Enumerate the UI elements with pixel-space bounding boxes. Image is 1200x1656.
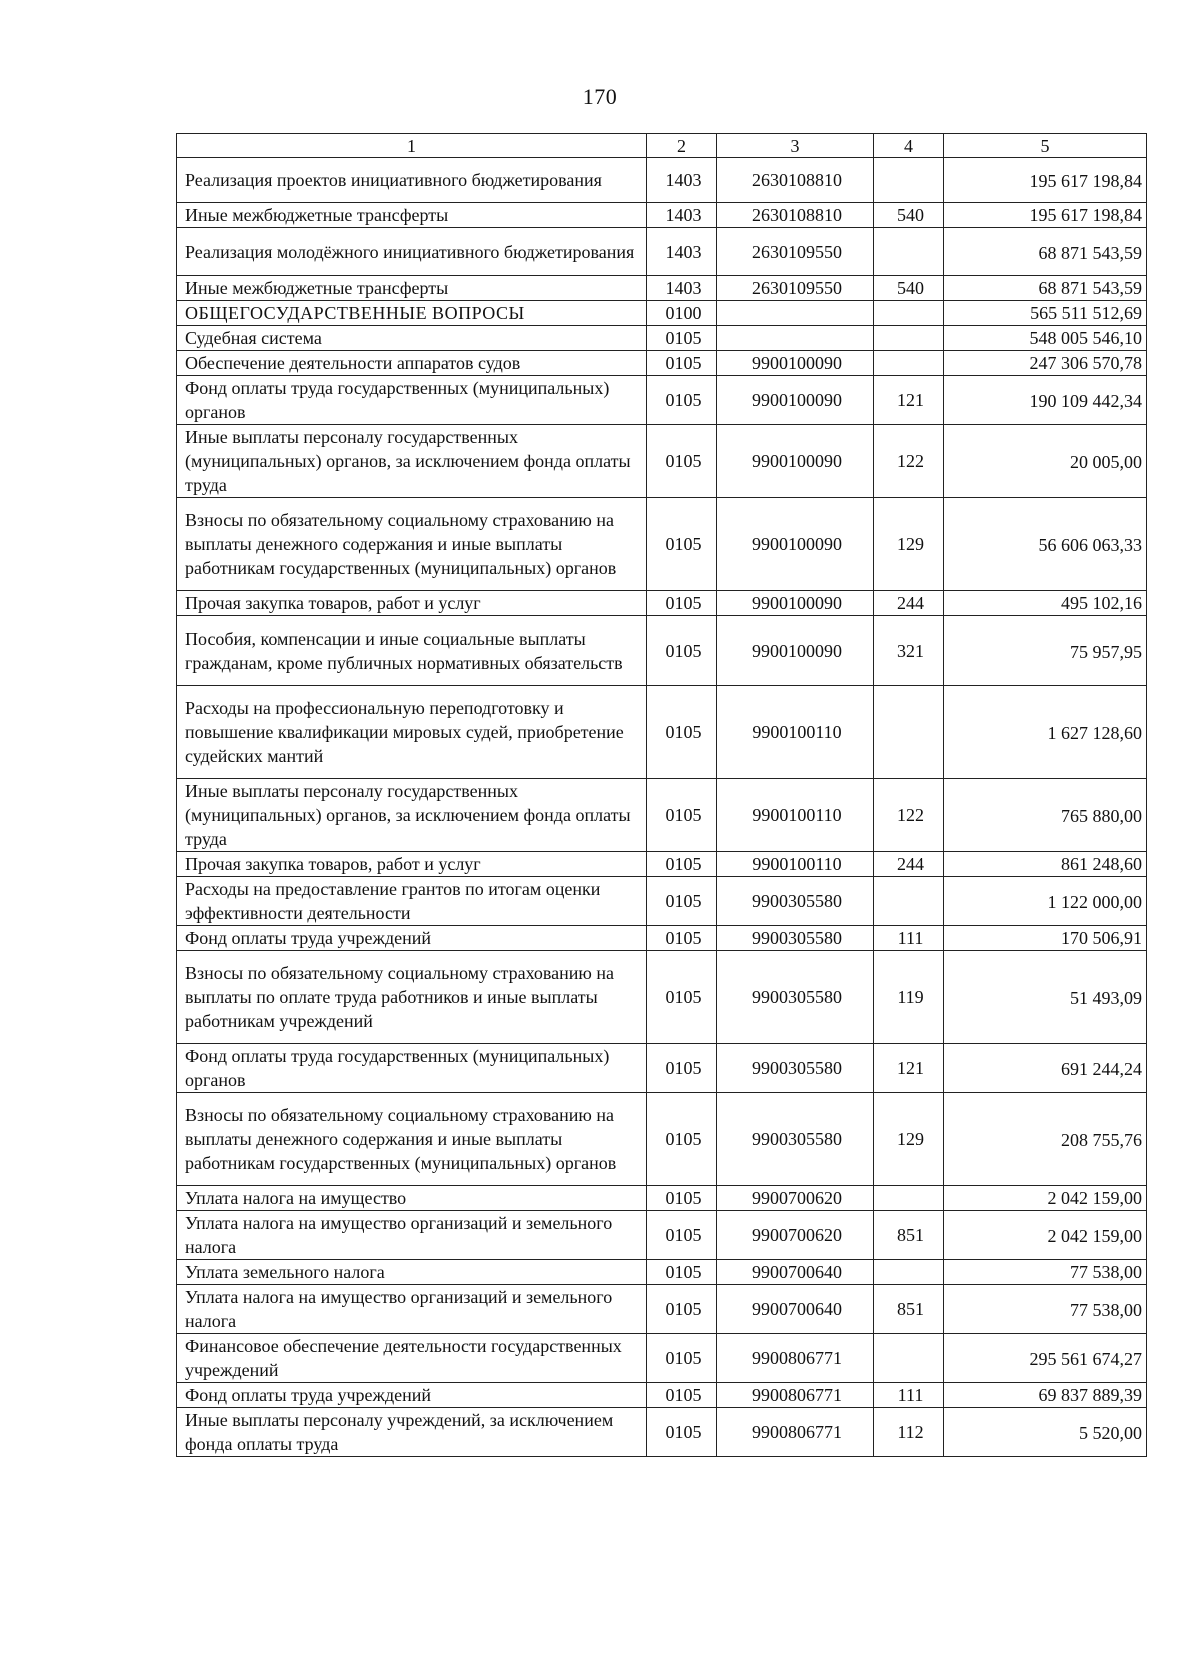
section-cell: 1403: [647, 203, 717, 228]
amount-cell: 68 871 543,59: [944, 228, 1147, 276]
type-cell: [874, 228, 944, 276]
section-cell: 0105: [647, 1211, 717, 1260]
amount-cell: 565 511 512,69: [944, 301, 1147, 326]
table-row: [177, 926, 1147, 951]
name-cell: Прочая закупка товаров, работ и услуг: [177, 852, 647, 877]
name-cell: Иные выплаты персоналу государственных (муниципальных) органов, за исключением фонда оплаты труда: [177, 779, 647, 852]
header-col-1: 1: [177, 134, 647, 158]
section-cell: 1403: [647, 228, 717, 276]
budget-table: [176, 133, 1147, 1457]
type-cell: 122: [874, 779, 944, 852]
article-cell: 9900100090: [717, 616, 874, 686]
amount-cell: 195 617 198,84: [944, 203, 1147, 228]
article-cell: 2630109550: [717, 228, 874, 276]
section-cell: 1403: [647, 276, 717, 301]
table-row: [177, 686, 1147, 779]
section-cell: 0105: [647, 852, 717, 877]
amount-cell: 5 520,00: [944, 1408, 1147, 1457]
type-cell: 129: [874, 1093, 944, 1186]
table-row: [177, 203, 1147, 228]
type-cell: [874, 351, 944, 376]
table-row: [177, 276, 1147, 301]
type-cell: 540: [874, 203, 944, 228]
section-cell: 0105: [647, 1285, 717, 1334]
type-cell: 244: [874, 852, 944, 877]
section-cell: 0105: [647, 1186, 717, 1211]
article-cell: 9900305580: [717, 877, 874, 926]
table-row: [177, 1383, 1147, 1408]
name-cell: Фонд оплаты труда государственных (муниципальных) органов: [177, 1044, 647, 1093]
article-cell: 9900100090: [717, 351, 874, 376]
type-cell: 851: [874, 1285, 944, 1334]
section-cell: 0105: [647, 326, 717, 351]
name-cell: Расходы на профессиональную переподготовку и повышение квалификации мировых судей, приобретение судейских мантий: [177, 686, 647, 779]
amount-cell: 51 493,09: [944, 951, 1147, 1044]
type-cell: 119: [874, 951, 944, 1044]
article-cell: 9900100090: [717, 376, 874, 425]
section-cell: 0105: [647, 591, 717, 616]
amount-cell: 77 538,00: [944, 1260, 1147, 1285]
type-cell: [874, 1186, 944, 1211]
type-cell: [874, 1334, 944, 1383]
article-cell: 9900305580: [717, 926, 874, 951]
type-cell: 540: [874, 276, 944, 301]
article-cell: 9900100090: [717, 498, 874, 591]
type-cell: [874, 686, 944, 779]
amount-cell: 69 837 889,39: [944, 1383, 1147, 1408]
amount-cell: 75 957,95: [944, 616, 1147, 686]
table-row: [177, 1260, 1147, 1285]
name-cell: Уплата налога на имущество организаций и земельного налога: [177, 1285, 647, 1334]
amount-cell: 495 102,16: [944, 591, 1147, 616]
amount-cell: 691 244,24: [944, 1044, 1147, 1093]
table-row: [177, 951, 1147, 1044]
name-cell: Финансовое обеспечение деятельности государственных учреждений: [177, 1334, 647, 1383]
article-cell: 2630109550: [717, 276, 874, 301]
type-cell: [874, 1260, 944, 1285]
section-cell: 0105: [647, 686, 717, 779]
article-cell: 9900806771: [717, 1383, 874, 1408]
header-col-2: 2: [647, 134, 717, 158]
table-row: [177, 1044, 1147, 1093]
article-cell: 9900305580: [717, 951, 874, 1044]
article-cell: 9900305580: [717, 1093, 874, 1186]
name-cell: Уплата налога на имущество: [177, 1186, 647, 1211]
article-cell: 9900700640: [717, 1260, 874, 1285]
amount-cell: 56 606 063,33: [944, 498, 1147, 591]
name-cell: Уплата земельного налога: [177, 1260, 647, 1285]
article-cell: 2630108810: [717, 158, 874, 203]
type-cell: 244: [874, 591, 944, 616]
type-cell: [874, 326, 944, 351]
article-cell: 9900700620: [717, 1211, 874, 1260]
section-cell: 0105: [647, 616, 717, 686]
type-cell: [874, 158, 944, 203]
type-cell: 122: [874, 425, 944, 498]
type-cell: 129: [874, 498, 944, 591]
type-cell: 121: [874, 376, 944, 425]
section-cell: 0105: [647, 926, 717, 951]
type-cell: 112: [874, 1408, 944, 1457]
name-cell: Уплата налога на имущество организаций и земельного налога: [177, 1211, 647, 1260]
type-cell: 111: [874, 1383, 944, 1408]
amount-cell: 2 042 159,00: [944, 1186, 1147, 1211]
name-cell: Фонд оплаты труда государственных (муниципальных) органов: [177, 376, 647, 425]
table-row: [177, 877, 1147, 926]
section-cell: 0105: [647, 1044, 717, 1093]
section-cell: 1403: [647, 158, 717, 203]
table-header: [177, 134, 1147, 158]
name-cell: Реализация проектов инициативного бюджетирования: [177, 158, 647, 203]
table-row: [177, 616, 1147, 686]
header-col-5: 5: [944, 134, 1147, 158]
type-cell: 121: [874, 1044, 944, 1093]
name-cell: ОБЩЕГОСУДАРСТВЕННЫЕ ВОПРОСЫ: [177, 301, 647, 326]
type-cell: [874, 301, 944, 326]
amount-cell: 765 880,00: [944, 779, 1147, 852]
table-row: [177, 158, 1147, 203]
amount-cell: 2 042 159,00: [944, 1211, 1147, 1260]
page-number: 170: [582, 84, 618, 109]
name-cell: Взносы по обязательному социальному страхованию на выплаты денежного содержания и иные выплаты работникам государственных (муниципальных) органов: [177, 1093, 647, 1186]
section-cell: 0105: [647, 351, 717, 376]
name-cell: Взносы по обязательному социальному страхованию на выплаты денежного содержания и иные выплаты работникам государственных (муниципальных) органов: [177, 498, 647, 591]
name-cell: Обеспечение деятельности аппаратов судов: [177, 351, 647, 376]
table-row: [177, 376, 1147, 425]
article-cell: 9900100090: [717, 591, 874, 616]
name-cell: Иные межбюджетные трансферты: [177, 203, 647, 228]
amount-cell: 195 617 198,84: [944, 158, 1147, 203]
header-col-3: 3: [717, 134, 874, 158]
header-col-4: 4: [874, 134, 944, 158]
name-cell: Иные выплаты персоналу учреждений, за исключением фонда оплаты труда: [177, 1408, 647, 1457]
section-cell: 0105: [647, 1260, 717, 1285]
section-cell: 0105: [647, 1334, 717, 1383]
amount-cell: 861 248,60: [944, 852, 1147, 877]
table-row: [177, 1408, 1147, 1457]
amount-cell: 247 306 570,78: [944, 351, 1147, 376]
type-cell: [874, 877, 944, 926]
section-cell: 0100: [647, 301, 717, 326]
amount-cell: 77 538,00: [944, 1285, 1147, 1334]
table-row: [177, 591, 1147, 616]
name-cell: Реализация молодёжного инициативного бюджетирования: [177, 228, 647, 276]
table-row: [177, 779, 1147, 852]
name-cell: Расходы на предоставление грантов по итогам оценки эффективности деятельности: [177, 877, 647, 926]
table-row: [177, 301, 1147, 326]
table-row: [177, 351, 1147, 376]
name-cell: Судебная система: [177, 326, 647, 351]
amount-cell: 1 627 128,60: [944, 686, 1147, 779]
table-body: [177, 158, 1147, 1457]
table-row: [177, 1334, 1147, 1383]
name-cell: Иные межбюджетные трансферты: [177, 276, 647, 301]
table-row: [177, 498, 1147, 591]
table-row: [177, 1186, 1147, 1211]
table-row: [177, 1285, 1147, 1334]
table-row: [177, 326, 1147, 351]
article-cell: 9900700620: [717, 1186, 874, 1211]
article-cell: 2630108810: [717, 203, 874, 228]
amount-cell: 68 871 543,59: [944, 276, 1147, 301]
header-row: [177, 134, 1147, 158]
table-row: [177, 1211, 1147, 1260]
amount-cell: 295 561 674,27: [944, 1334, 1147, 1383]
name-cell: Взносы по обязательному социальному страхованию на выплаты по оплате труда работников и иные выплаты работникам учреждений: [177, 951, 647, 1044]
article-cell: 9900806771: [717, 1408, 874, 1457]
table-row: [177, 425, 1147, 498]
amount-cell: 20 005,00: [944, 425, 1147, 498]
name-cell: Фонд оплаты труда учреждений: [177, 926, 647, 951]
name-cell: Пособия, компенсации и иные социальные выплаты гражданам, кроме публичных нормативных обязательств: [177, 616, 647, 686]
type-cell: 851: [874, 1211, 944, 1260]
name-cell: Прочая закупка товаров, работ и услуг: [177, 591, 647, 616]
amount-cell: 1 122 000,00: [944, 877, 1147, 926]
article-cell: [717, 301, 874, 326]
name-cell: Фонд оплаты труда учреждений: [177, 1383, 647, 1408]
amount-cell: 208 755,76: [944, 1093, 1147, 1186]
type-cell: 321: [874, 616, 944, 686]
article-cell: 9900100090: [717, 425, 874, 498]
table-row: [177, 1093, 1147, 1186]
section-cell: 0105: [647, 1093, 717, 1186]
section-cell: 0105: [647, 425, 717, 498]
article-cell: 9900100110: [717, 779, 874, 852]
section-cell: 0105: [647, 779, 717, 852]
section-cell: 0105: [647, 376, 717, 425]
amount-cell: 548 005 546,10: [944, 326, 1147, 351]
type-cell: 111: [874, 926, 944, 951]
article-cell: 9900806771: [717, 1334, 874, 1383]
table-row: [177, 228, 1147, 276]
section-cell: 0105: [647, 498, 717, 591]
section-cell: 0105: [647, 951, 717, 1044]
amount-cell: 190 109 442,34: [944, 376, 1147, 425]
article-cell: 9900700640: [717, 1285, 874, 1334]
amount-cell: 170 506,91: [944, 926, 1147, 951]
name-cell: Иные выплаты персоналу государственных (муниципальных) органов, за исключением фонда оплаты труда: [177, 425, 647, 498]
section-cell: 0105: [647, 877, 717, 926]
article-cell: 9900305580: [717, 1044, 874, 1093]
section-cell: 0105: [647, 1383, 717, 1408]
table-row: [177, 852, 1147, 877]
article-cell: 9900100110: [717, 686, 874, 779]
article-cell: [717, 326, 874, 351]
article-cell: 9900100110: [717, 852, 874, 877]
section-cell: 0105: [647, 1408, 717, 1457]
